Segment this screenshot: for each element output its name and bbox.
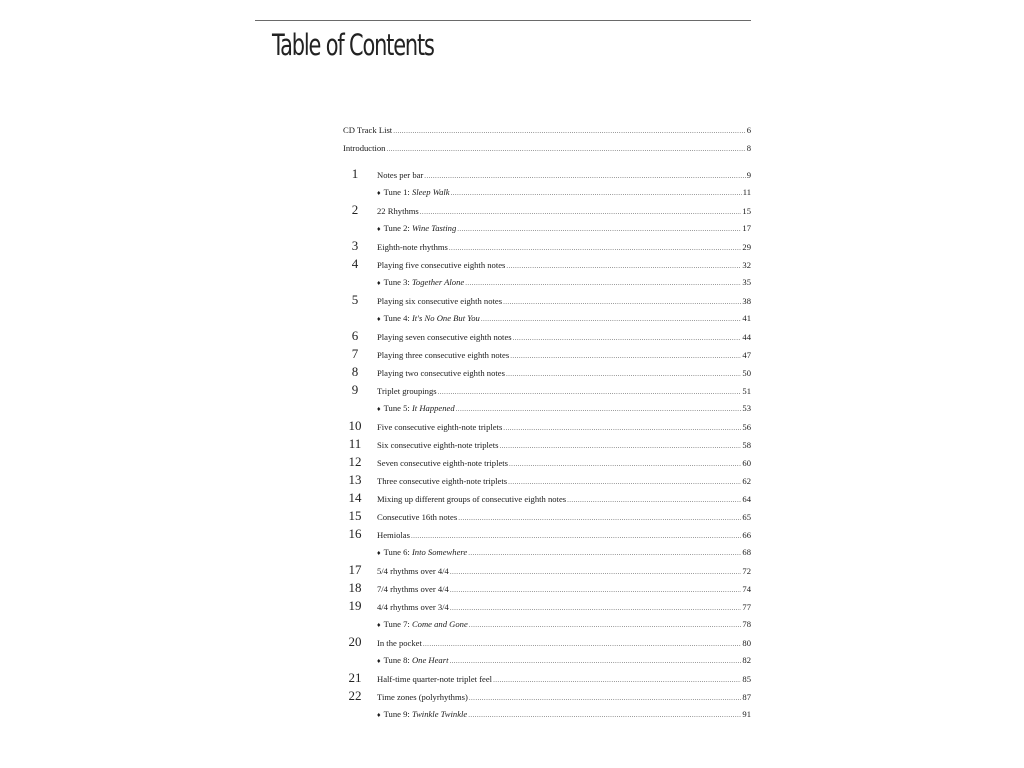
tune-entry[interactable] xyxy=(343,273,751,291)
dot-leader xyxy=(424,167,745,185)
chapter-entry[interactable] xyxy=(343,453,751,471)
dot-leader xyxy=(386,140,745,158)
tune-label xyxy=(377,651,448,670)
page-number: 91 xyxy=(742,709,751,719)
tune-label xyxy=(377,705,467,724)
chapter-entry[interactable] xyxy=(343,201,751,219)
tune-entry[interactable] xyxy=(343,651,751,669)
chapter-number: 21 xyxy=(348,670,362,685)
dot-leader xyxy=(503,419,741,437)
tune-number: Tune 2: xyxy=(383,223,410,233)
tune-entry[interactable] xyxy=(343,219,751,237)
chapter-number: 7 xyxy=(351,346,359,361)
chapter-title: Playing three consecutive eighth notes xyxy=(377,350,510,360)
dot-leader xyxy=(457,220,741,238)
tune-label xyxy=(377,183,450,202)
tune-label xyxy=(377,309,480,328)
diamond-bullet-icon: ♦ xyxy=(377,711,381,719)
tune-entry[interactable] xyxy=(343,183,751,201)
tune-title: One Heart xyxy=(411,655,449,665)
chapter-entry[interactable] xyxy=(343,165,751,183)
page-number: 32 xyxy=(742,260,751,270)
dot-leader xyxy=(468,706,741,724)
chapter-entry[interactable] xyxy=(343,381,751,399)
chapter-title: Half-time quarter-note triplet feel xyxy=(377,674,493,684)
tune-title: Wine Tasting xyxy=(411,223,457,233)
chapter-number: 8 xyxy=(351,364,359,379)
chapter-entry[interactable] xyxy=(343,597,751,615)
tune-number: Tune 6: xyxy=(383,547,410,557)
dot-leader xyxy=(450,581,742,599)
dot-leader xyxy=(469,689,742,707)
chapter-number: 18 xyxy=(348,580,362,595)
chapter-entry[interactable] xyxy=(343,687,751,705)
tune-number: Tune 8: xyxy=(383,655,410,665)
page-number: 62 xyxy=(742,476,751,486)
chapter-title: Three consecutive eighth-note triplets xyxy=(377,476,508,486)
page-number: 68 xyxy=(742,547,751,557)
diamond-bullet-icon: ♦ xyxy=(377,405,381,413)
tune-label xyxy=(377,543,467,562)
page-number: 11 xyxy=(742,187,751,197)
chapter-entry[interactable] xyxy=(343,525,751,543)
tune-entry[interactable] xyxy=(343,615,751,633)
chapter-title: Six consecutive eighth-note triplets xyxy=(377,440,499,450)
page-number: 64 xyxy=(742,494,751,504)
page-number: 65 xyxy=(742,512,751,522)
tune-number: Tune 5: xyxy=(383,403,410,413)
dot-leader xyxy=(468,544,741,562)
page-number: 6 xyxy=(746,125,751,135)
chapter-title: 4/4 rhythms over 3/4 xyxy=(377,602,449,612)
tune-entry[interactable] xyxy=(343,543,751,561)
chapter-entry[interactable] xyxy=(343,255,751,273)
chapter-entry[interactable] xyxy=(343,291,751,309)
chapter-entry[interactable] xyxy=(343,579,751,597)
chapter-title: 5/4 rhythms over 4/4 xyxy=(377,566,449,576)
dot-leader xyxy=(567,491,741,509)
chapter-title: Eighth-note rhythms xyxy=(377,242,448,252)
chapter-entry[interactable] xyxy=(343,507,751,525)
tune-label xyxy=(377,399,455,418)
page-number: 51 xyxy=(742,386,751,396)
chapter-number: 16 xyxy=(348,526,362,541)
front-matter-item[interactable] xyxy=(343,139,751,157)
page-number: 85 xyxy=(742,674,751,684)
tune-title: It Happened xyxy=(411,403,455,413)
chapter-number: 5 xyxy=(351,292,359,307)
page-number: 35 xyxy=(742,277,751,287)
dot-leader xyxy=(506,365,741,383)
tune-title: Twinkle Twinkle xyxy=(411,709,468,719)
chapter-entry[interactable] xyxy=(343,633,751,651)
tune-entry[interactable] xyxy=(343,705,751,723)
chapter-number: 4 xyxy=(351,256,359,271)
chapter-title: Triplet groupings xyxy=(377,386,437,396)
chapter-number: 6 xyxy=(351,328,359,343)
page-number: 29 xyxy=(742,242,751,252)
page-number: 78 xyxy=(742,619,751,629)
page-number: 56 xyxy=(742,422,751,432)
entry-label: Introduction xyxy=(343,143,386,153)
page-number: 66 xyxy=(742,530,751,540)
dot-leader xyxy=(451,184,742,202)
dot-leader xyxy=(438,383,742,401)
diamond-bullet-icon: ♦ xyxy=(377,315,381,323)
dot-leader xyxy=(420,203,742,221)
dot-leader xyxy=(450,599,742,617)
top-rule xyxy=(255,20,751,21)
chapter-title: 7/4 rhythms over 4/4 xyxy=(377,584,449,594)
page-number: 87 xyxy=(742,692,751,702)
chapter-title: Five consecutive eighth-note triplets xyxy=(377,422,503,432)
dot-leader xyxy=(449,652,741,670)
dot-leader xyxy=(481,310,742,328)
diamond-bullet-icon: ♦ xyxy=(377,657,381,665)
chapter-title: Playing two consecutive eighth notes xyxy=(377,368,505,378)
chapter-number: 11 xyxy=(348,436,362,451)
diamond-bullet-icon: ♦ xyxy=(377,279,381,287)
chapter-title: Notes per bar xyxy=(377,170,424,180)
chapter-entry[interactable] xyxy=(343,363,751,381)
dot-leader xyxy=(456,400,742,418)
page-number: 58 xyxy=(742,440,751,450)
chapter-number: 1 xyxy=(351,166,359,181)
page-number: 50 xyxy=(742,368,751,378)
dot-leader xyxy=(465,274,741,292)
page-number: 38 xyxy=(742,296,751,306)
dot-leader xyxy=(506,257,741,275)
tune-number: Tune 9: xyxy=(383,709,410,719)
dot-leader xyxy=(423,635,742,653)
tune-label xyxy=(377,273,464,292)
tune-label xyxy=(377,219,456,238)
page-number: 8 xyxy=(746,143,751,153)
page-number: 82 xyxy=(742,655,751,665)
tune-number: Tune 3: xyxy=(383,277,410,287)
dot-leader xyxy=(449,239,742,257)
chapter-title: Time zones (polyrhythms) xyxy=(377,692,468,702)
dot-leader xyxy=(508,473,741,491)
chapter-number: 15 xyxy=(348,508,362,523)
chapter-number: 13 xyxy=(348,472,362,487)
dot-leader xyxy=(513,329,742,347)
chapter-entry[interactable] xyxy=(343,237,751,255)
chapter-number: 12 xyxy=(348,454,362,469)
chapter-number: 2 xyxy=(351,202,359,217)
chapter-number: 3 xyxy=(351,238,359,253)
section-gap xyxy=(343,157,751,165)
page-number: 44 xyxy=(742,332,751,342)
diamond-bullet-icon: ♦ xyxy=(377,549,381,557)
chapter-title: Playing five consecutive eighth notes xyxy=(377,260,506,270)
chapter-entry[interactable] xyxy=(343,489,751,507)
entry-label: CD Track List xyxy=(343,125,393,135)
page-title: Table of Contents xyxy=(272,28,434,62)
page-number: 47 xyxy=(742,350,751,360)
page-number: 9 xyxy=(746,170,751,180)
chapter-number: 19 xyxy=(348,598,362,613)
dot-leader xyxy=(510,347,741,365)
chapter-title: Playing six consecutive eighth notes xyxy=(377,296,503,306)
chapter-entry[interactable] xyxy=(343,561,751,579)
dot-leader xyxy=(493,671,741,689)
front-matter-item[interactable] xyxy=(343,121,751,139)
page-number: 53 xyxy=(742,403,751,413)
tune-number: Tune 1: xyxy=(383,187,410,197)
chapter-entry[interactable] xyxy=(343,669,751,687)
page-number: 15 xyxy=(742,206,751,216)
chapter-number: 10 xyxy=(348,418,362,433)
page-number: 60 xyxy=(742,458,751,468)
chapter-title: Seven consecutive eighth-note triplets xyxy=(377,458,509,468)
chapter-number: 14 xyxy=(348,490,362,505)
tune-title: Into Somewhere xyxy=(411,547,468,557)
dot-leader xyxy=(503,293,741,311)
dot-leader xyxy=(458,509,741,527)
tune-title: It's No One But You xyxy=(411,313,480,323)
chapter-title: Playing seven consecutive eighth notes xyxy=(377,332,512,342)
chapter-number: 17 xyxy=(348,562,362,577)
page-number: 41 xyxy=(742,313,751,323)
chapter-number: 9 xyxy=(351,382,359,397)
chapter-entry[interactable] xyxy=(343,327,751,345)
chapter-title: Hemiolas xyxy=(377,530,410,540)
chapter-number: 20 xyxy=(348,634,362,649)
chapter-title: Mixing up different groups of consecutive eighth notes xyxy=(377,494,567,504)
chapter-title: Consecutive 16th notes xyxy=(377,512,458,522)
chapter-entry[interactable] xyxy=(343,471,751,489)
table-of-contents xyxy=(343,121,751,723)
dot-leader xyxy=(509,455,741,473)
tune-title: Sleep Walk xyxy=(411,187,450,197)
tune-number: Tune 4: xyxy=(383,313,410,323)
chapter-entry[interactable] xyxy=(343,435,751,453)
chapter-title: In the pocket xyxy=(377,638,422,648)
page-number: 74 xyxy=(742,584,751,594)
diamond-bullet-icon: ♦ xyxy=(377,225,381,233)
chapter-number: 22 xyxy=(348,688,362,703)
dot-leader xyxy=(469,616,742,634)
dot-leader xyxy=(499,437,741,455)
dot-leader xyxy=(450,563,742,581)
chapter-entry[interactable] xyxy=(343,417,751,435)
chapter-entry[interactable] xyxy=(343,345,751,363)
tune-title: Together Alone xyxy=(411,277,465,287)
page-number: 80 xyxy=(742,638,751,648)
tune-entry[interactable] xyxy=(343,309,751,327)
tune-entry[interactable] xyxy=(343,399,751,417)
dot-leader xyxy=(393,122,746,140)
tune-label xyxy=(377,615,468,634)
page-number: 72 xyxy=(742,566,751,576)
tune-number: Tune 7: xyxy=(383,619,410,629)
diamond-bullet-icon: ♦ xyxy=(377,189,381,197)
tune-title: Come and Gone xyxy=(411,619,468,629)
page-number: 77 xyxy=(742,602,751,612)
diamond-bullet-icon: ♦ xyxy=(377,621,381,629)
chapter-title: 22 Rhythms xyxy=(377,206,419,216)
page-number: 17 xyxy=(742,223,751,233)
